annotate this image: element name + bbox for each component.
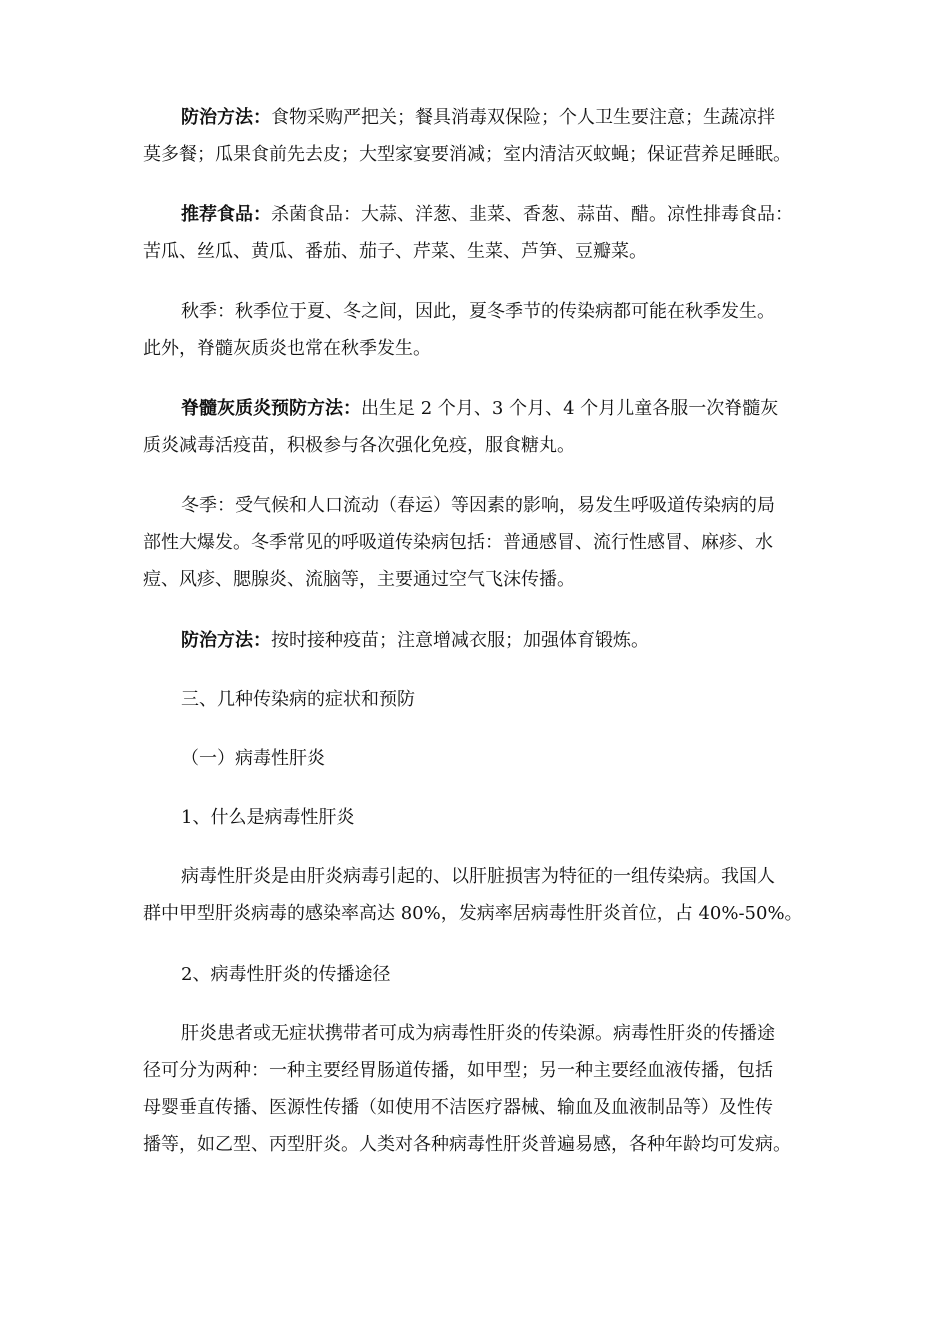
subsection-heading-viral-hepatitis	[143, 740, 823, 777]
paragraph-autumn	[143, 293, 823, 367]
paragraph-line: 三、几种传染病的症状和预防	[181, 689, 415, 710]
paragraph-recommended-foods	[143, 196, 823, 270]
paragraph-line: 食物采购严把关；餐具消毒双保险；个人卫生要注意；生蔬凉拌	[271, 107, 775, 128]
paragraph-lead: 防治方法：	[181, 630, 271, 651]
paragraph-line: 播等，如乙型、丙型肝炎。人类对各种病毒性肝炎普遍易感，各种年龄均可发病。	[143, 1134, 791, 1155]
paragraph-line: 1、什么是病毒性肝炎	[181, 807, 355, 828]
paragraph-line: 群中甲型肝炎病毒的感染率高达 80%，发病率居病毒性肝炎首位，占 40%-50%。	[143, 903, 803, 924]
paragraph-line: 秋季：秋季位于夏、冬之间，因此，夏冬季节的传染病都可能在秋季发生。	[181, 301, 775, 322]
paragraph-line: 此外，脊髓灰质炎也常在秋季发生。	[143, 338, 431, 359]
paragraph-line: 母婴垂直传播、医源性传播（如使用不洁医疗器械、输血及血液制品等）及性传	[143, 1097, 773, 1118]
paragraph-line: 苦瓜、丝瓜、黄瓜、番茄、茄子、芹菜、生菜、芦笋、豆瓣菜。	[143, 241, 647, 262]
item-heading-what-is-hepatitis	[143, 799, 823, 836]
paragraph-line: 部性大爆发。冬季常见的呼吸道传染病包括：普通感冒、流行性感冒、麻疹、水	[143, 532, 773, 553]
paragraph-transmission-routes	[143, 1015, 823, 1163]
paragraph-prevention-methods-winter	[143, 622, 823, 659]
paragraph-line: 肝炎患者或无症状携带者可成为病毒性肝炎的传染源。病毒性肝炎的传播途	[181, 1023, 775, 1044]
paragraph-line: 径可分为两种：一种主要经胃肠道传播，如甲型；另一种主要经血液传播，包括	[143, 1060, 773, 1081]
paragraph-line: 痘、风疹、腮腺炎、流脑等，主要通过空气飞沫传播。	[143, 569, 575, 590]
paragraph-lead: 防治方法：	[181, 107, 271, 128]
paragraph-lead: 推荐食品：	[181, 204, 271, 225]
paragraph-line: 冬季：受气候和人口流动（春运）等因素的影响，易发生呼吸道传染病的局	[181, 495, 775, 516]
paragraph-line: 质炎减毒活疫苗，积极参与各次强化免疫，服食糖丸。	[143, 435, 575, 456]
paragraph-prevention-methods-summer	[143, 99, 823, 173]
paragraph-line: 2、病毒性肝炎的传播途径	[181, 964, 391, 985]
paragraph-line: （一）病毒性肝炎	[181, 748, 325, 769]
paragraph-winter	[143, 487, 823, 598]
section-heading-three	[143, 681, 823, 718]
paragraph-lead: 脊髓灰质炎预防方法：	[181, 398, 361, 419]
paragraph-line: 出生足 2 个月、3 个月、4 个月儿童各服一次脊髓灰	[361, 398, 779, 419]
paragraph-line: 按时接种疫苗；注意增减衣服；加强体育锻炼。	[271, 630, 649, 651]
paragraph-line: 莫多餐；瓜果食前先去皮；大型家宴要消减；室内清洁灭蚊蝇；保证营养足睡眠。	[143, 144, 791, 165]
paragraph-polio-prevention	[143, 390, 823, 464]
paragraph-line: 病毒性肝炎是由肝炎病毒引起的、以肝脏损害为特征的一组传染病。我国人	[181, 866, 775, 887]
item-heading-transmission	[143, 956, 823, 993]
paragraph-line: 杀菌食品：大蒜、洋葱、韭菜、香葱、蒜苗、醋。凉性排毒食品：	[271, 204, 793, 225]
paragraph-hepatitis-definition	[143, 858, 823, 932]
